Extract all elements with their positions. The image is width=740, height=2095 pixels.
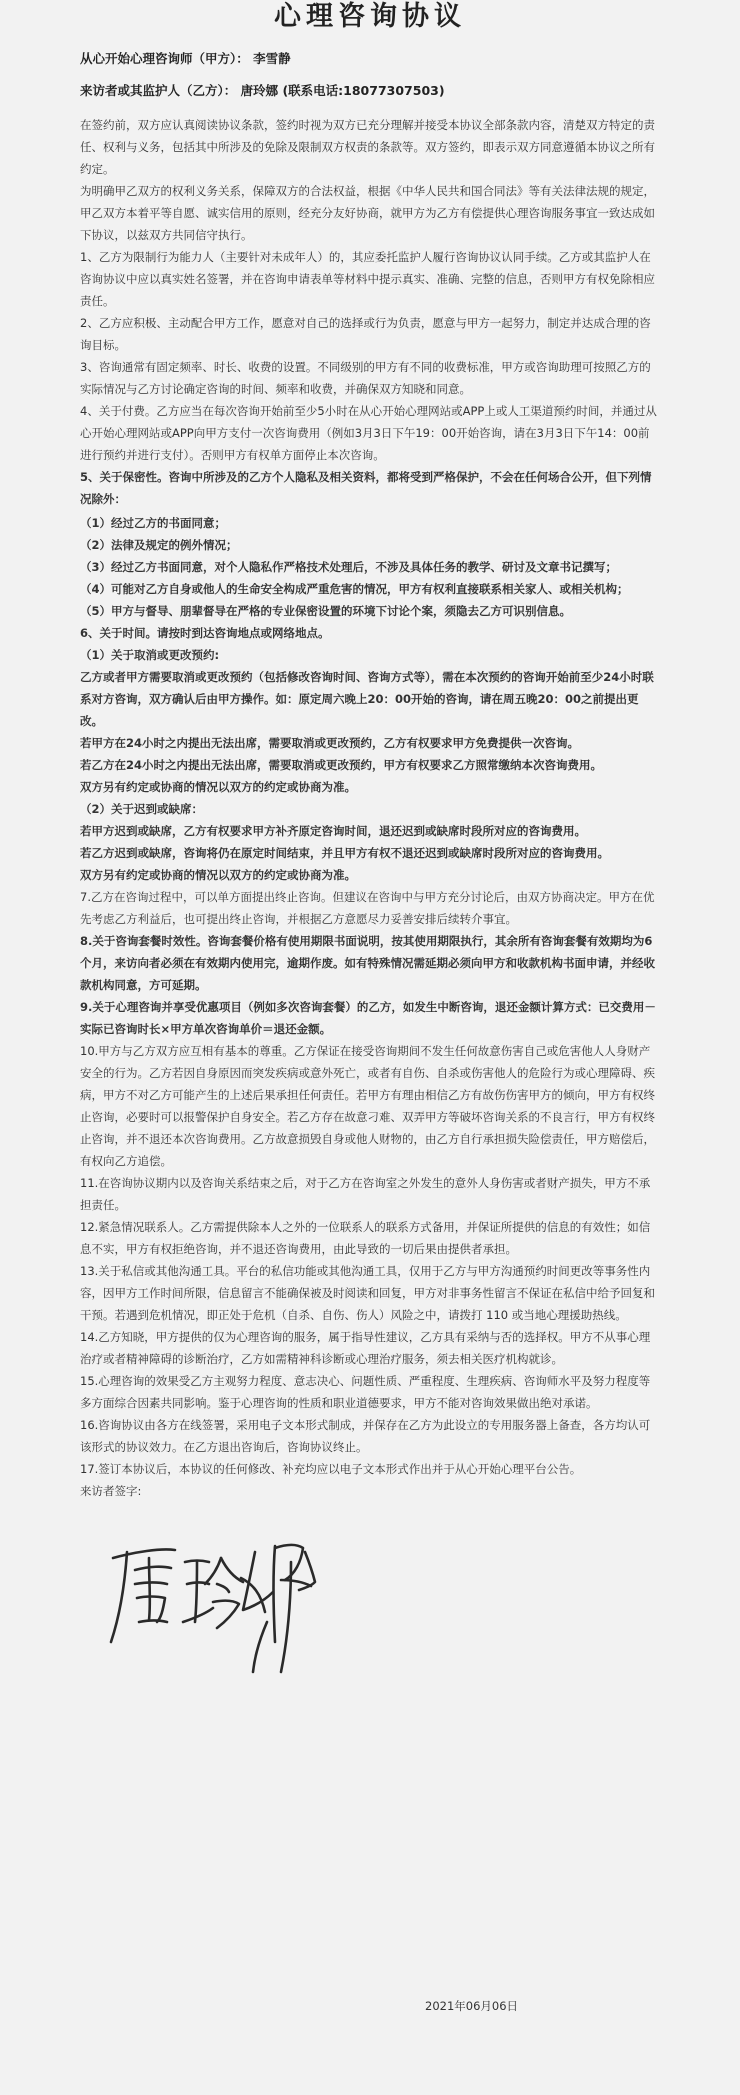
clause-14: 14.乙方知晓，甲方提供的仅为心理咨询的服务，属于指导性建议，乙方具有采纳与否的选择权。甲方不从事心理治疗或者精神障碍的诊断治疗，乙方如需精神科诊断或心理治疗服务，须去相关医疗机构就诊。 bbox=[80, 1330, 651, 1366]
intro-paragraph-1: 在签约前，双方应认真阅读协议条款，签约时视为双方已充分理解并接受本协议全部条款内容，清楚双方特定的责任、权利与义务，包括其中所涉及的免除及限制双方权责的条款等。双方签约，即表示双方同意遵循本协议之所有约定。 bbox=[80, 118, 655, 176]
clause-6: 6、关于时间。请按时到达咨询地点或网络地点。 bbox=[80, 626, 330, 640]
clause-6-sub-1-line: 乙方或者甲方需要取消或更改预约（包括修改咨询时间、咨询方式等），需在本次预约的咨询开始前至少24小时联系对方咨询，双方确认后由甲方操作。如：原定周六晚上20：00开始的咨询，请在周五晚20：00之前提出更改。 bbox=[80, 670, 654, 728]
clause-11: 11.在咨询协议期内以及咨询关系结束之后，对于乙方在咨询室之外发生的意外人身伤害或者财产损失，甲方不承担责任。 bbox=[80, 1176, 651, 1212]
signing-date: 2021年06月06日 bbox=[425, 1999, 519, 2013]
clause-5-item: （1）经过乙方的书面同意； bbox=[80, 516, 227, 530]
clause-5-list bbox=[80, 512, 660, 622]
signer-label: 来访者签字: bbox=[80, 1484, 142, 1498]
clause-8: 8.关于咨询套餐时效性。咨询套餐价格有使用期限书面说明，按其使用期限执行，其余所有咨询套餐有效期均为6个月，来访向者必须在有效期内使用完，逾期作废。如有特殊情况需延期必须向甲方和收款机构书面申请，并经收款机构同意，方可延期。 bbox=[80, 934, 655, 992]
party-b: 来访者或其监护人（乙方）： 唐玲娜 (联系电话:18077307503) bbox=[80, 83, 445, 98]
clause-5-item: （5）甲方与督导、朋辈督导在严格的专业保密设置的环境下讨论个案，须隐去乙方可识别信息。 bbox=[80, 604, 571, 618]
clause-1: 1、乙方为限制行为能力人（主要针对未成年人）的，其应委托监护人履行咨询协议认同手续。乙方或其监护人在咨询协议中应以真实姓名签署，并在咨询申请表单等材料中提示真实、准确、完整的信息，否则甲方有权免除相应责任。 bbox=[80, 250, 655, 308]
clause-5-item: （4）可能对乙方自身或他人的生命安全构成严重危害的情况，甲方有权利直接联系相关家人、或相关机构； bbox=[80, 582, 629, 596]
clause-5-item: （3）经过乙方书面同意，对个人隐私作严格技术处理后，不涉及具体任务的教学、研讨及文章书记撰写； bbox=[80, 560, 617, 574]
clause-16: 16.咨询协议由各方在线签署，采用电子文本形式制成，并保存在乙方为此设立的专用服务器上备查，各方均认可该形式的协议效力。在乙方退出咨询后，咨询协议终止。 bbox=[80, 1418, 651, 1454]
clause-2: 2、乙方应积极、主动配合甲方工作，愿意对自己的选择或行为负责，愿意与甲方一起努力，制定并达成合理的咨询目标。 bbox=[80, 316, 651, 352]
clause-6-sub-1-heading: （1）关于取消或更改预约: bbox=[80, 648, 220, 662]
clause-5: 5、关于保密性。咨询中所涉及的乙方个人隐私及相关资料，都将受到严格保护，不会在任何场合公开，但下列情况除外： bbox=[80, 470, 652, 506]
clause-6-sub-2-line: 若甲方迟到或缺席，乙方有权要求甲方补齐原定咨询时间，退还迟到或缺席时段所对应的咨询费用。 bbox=[80, 824, 586, 838]
clause-7: 7.乙方在咨询过程中，可以单方面提出终止咨询。但建议在咨询中与甲方充分讨论后，由双方协商决定。甲方在优先考虑乙方利益后，也可提出终止咨询，并根据乙方意愿尽力妥善安排后续转介事宜。 bbox=[80, 890, 655, 926]
intro-paragraph-2: 为明确甲乙双方的权利义务关系，保障双方的合法权益，根据《中华人民共和国合同法》等有关法律法规的规定，甲乙双方本着平等自愿、诚实信用的原则，经充分友好协商，就甲方为乙方有偿提供心理咨询服务事宜一致达成如下协议，以兹双方共同信守执行。 bbox=[80, 184, 655, 242]
handwritten-signature bbox=[105, 1522, 325, 1692]
clause-15: 15.心理咨询的效果受乙方主观努力程度、意志决心、问题性质、严重程度、生理疾病、咨询师水平及努力程度等多方面综合因素共同影响。鉴于心理咨询的性质和职业道德要求，甲方不能对咨询效果做出绝对承诺。 bbox=[80, 1374, 651, 1410]
clause-9: 9.关于心理咨询并享受优惠项目（例如多次咨询套餐）的乙方，如发生中断咨询，退还金额计算方式：已交费用－实际已咨询时长×甲方单次咨询单价＝退还金额。 bbox=[80, 1000, 656, 1036]
document-title: 心理咨询协议 bbox=[274, 1, 466, 32]
clause-6-sub-1-line: 若乙方在24小时之内提出无法出席，需要取消或更改预约，甲方有权要求乙方照常缴纳本次咨询费用。 bbox=[80, 758, 602, 772]
clause-6-sub-2-line: 若乙方迟到或缺席，咨询将仍在原定时间结束，并且甲方有权不退还迟到或缺席时段所对应的咨询费用。 bbox=[80, 846, 609, 860]
clause-6-sub-2-heading: （2）关于迟到或缺席： bbox=[80, 802, 204, 816]
clause-13: 13.关于私信或其他沟通工具。平台的私信功能或其他沟通工具，仅用于乙方与甲方沟通预约时间更改等事务性内容，因甲方工作时间所限，信息留言不能确保被及时阅读和回复，甲方对非事务性留言不保证在私信中给予回复和干预。若遇到危机情况，即正处于危机（自杀、自伤、伤人）风险之中，请拨打 110 或当地心理援助热线。 bbox=[80, 1264, 655, 1322]
clause-6-sub-1-line: 若甲方在24小时之内提出无法出席，需要取消或更改预约，乙方有权要求甲方免费提供一次咨询。 bbox=[80, 736, 579, 750]
clause-10: 10.甲方与乙方双方应互相有基本的尊重。乙方保证在接受咨询期间不发生任何故意伤害自己或危害他人人身财产安全的行为。乙方若因自身原因而突发疾病或意外死亡，或者有自伤、自杀或伤害他人的危险行为或心理障碍、疾病，甲方不对乙方可能产生的上述后果承担任何责任。若甲方有理由相信乙方有故伤伤害甲方的倾向，甲方有权终止咨询，必要时可以报警保护自身安全。若乙方存在故意刁难、双弄甲方等破坏咨询关系的不良言行，甲方有权终止咨询，并不退还本次咨询费用。乙方故意损毁自身或他人财物的，由乙方自行承担损失险偿责任，甲方赔偿后，有权向乙方追偿。 bbox=[80, 1044, 655, 1168]
party-a: 从心开始心理咨询师（甲方）： 李雪静 bbox=[80, 51, 291, 66]
clause-6-sub-1-line: 双方另有约定或协商的情况以双方的约定或协商为准。 bbox=[80, 780, 356, 794]
clause-6-sub-2-line: 双方另有约定或协商的情况以双方的约定或协商为准。 bbox=[80, 868, 356, 882]
clause-3: 3、咨询通常有固定频率、时长、收费的设置。不同级别的甲方有不同的收费标准，甲方或咨询助理可按照乙方的实际情况与乙方讨论确定咨询的时间、频率和收费，并确保双方知晓和同意。 bbox=[80, 360, 651, 396]
clause-4: 4、关于付费。乙方应当在每次咨询开始前至少5小时在从心开始心理网站或APP上或人工渠道预约时间，并通过从心开始心理网站或APP向甲方支付一次咨询费用（例如3月3日下午19：00开始咨询，请在3月3日下午14：00前进行预约并进行支付）。否则甲方有权单方面停止本次咨询。 bbox=[80, 404, 657, 462]
clause-5-item: （2）法律及规定的例外情况； bbox=[80, 538, 238, 552]
clause-17: 17.签订本协议后，本协议的任何修改、补充均应以电子文本形式作出并于从心开始心理平台公告。 bbox=[80, 1462, 582, 1476]
clause-12: 12.紧急情况联系人。乙方需提供除本人之外的一位联系人的联系方式备用，并保证所提供的信息的有效性；如信息不实，甲方有权拒绝咨询，并不退还咨询费用，由此导致的一切后果由提供者承担。 bbox=[80, 1220, 651, 1256]
